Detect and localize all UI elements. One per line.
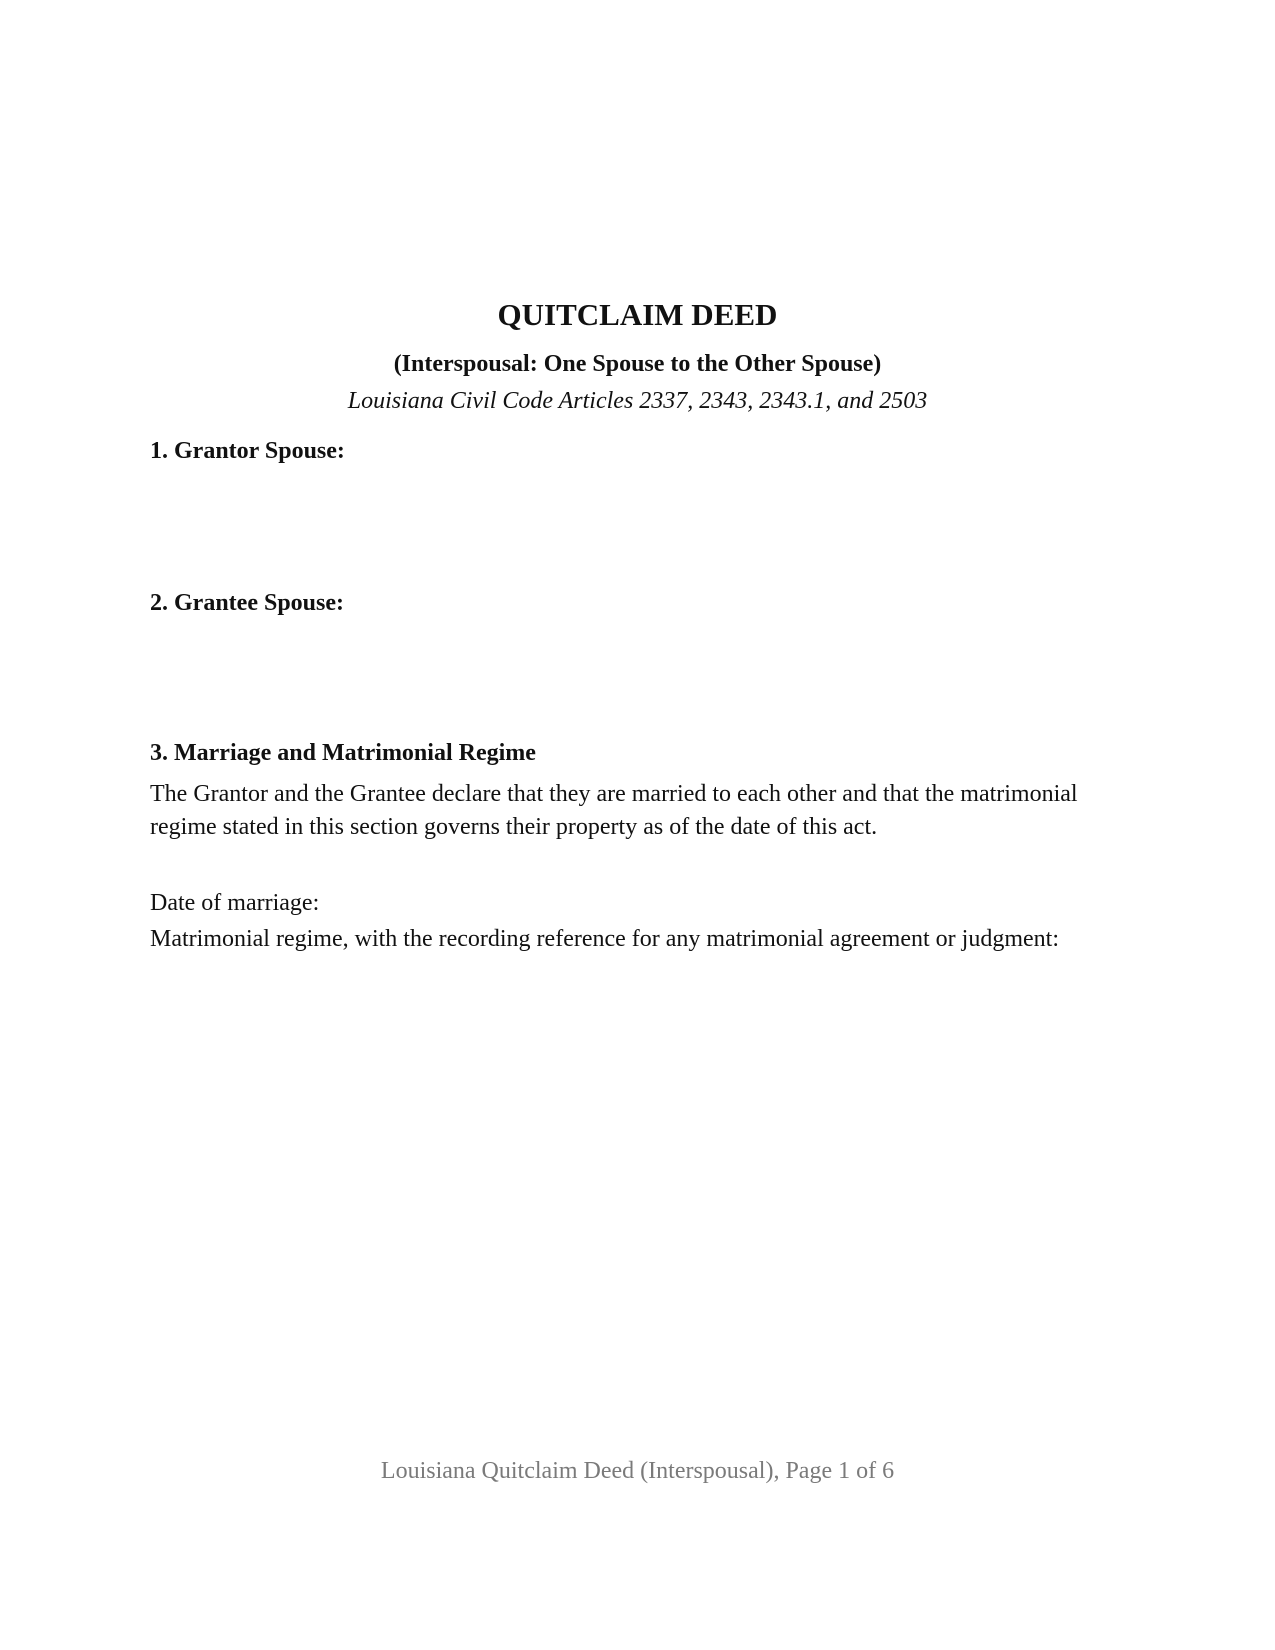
document-title: QUITCLAIM DEED	[497, 297, 778, 332]
section-heading-grantee: 2. Grantee Spouse:	[150, 590, 344, 616]
page-footer: Louisiana Quitclaim Deed (Interspousal), Page 1 of 6	[380, 1458, 895, 1484]
field-label-matrimonial-regime: Matrimonial regime, with the recording reference for any matrimonial agreement or judgment:	[150, 926, 1059, 952]
field-label-date-of-marriage: Date of marriage:	[150, 890, 320, 916]
legal-citation: Louisiana Civil Code Articles 2337, 2343, 2343.1, and 2503	[347, 388, 928, 414]
section-heading-grantor: 1. Grantor Spouse:	[150, 438, 345, 464]
document-subtitle: (Interspousal: One Spouse to the Other Spouse)	[393, 351, 882, 377]
section-heading-marriage: 3. Marriage and Matrimonial Regime	[150, 740, 536, 766]
section-body-marriage: The Grantor and the Grantee declare that they are married to each other and that the matrimonial regime stated in this section governs their property as of the date of this act.	[150, 781, 1078, 840]
